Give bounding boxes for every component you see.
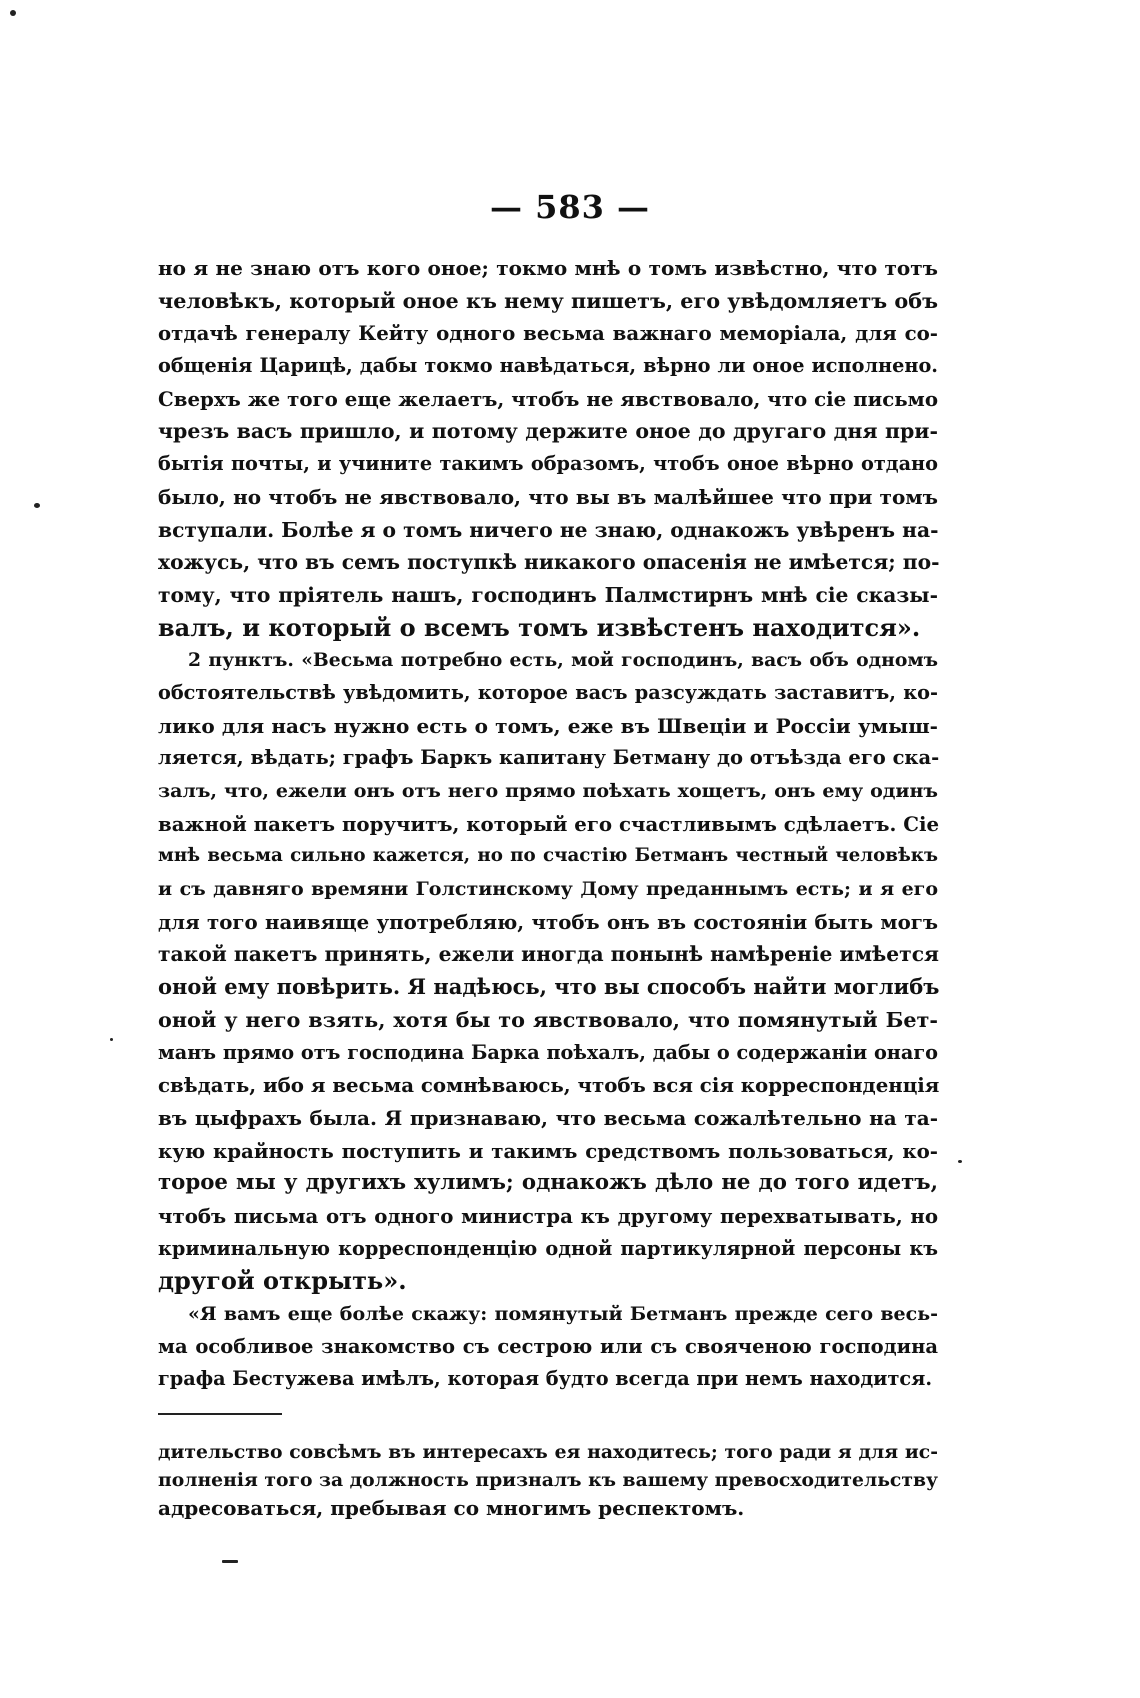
text-line: было, но чтобъ не явствовало, что вы въ малѣйшее что при томъ <box>158 484 938 509</box>
text-line: другой открыть». <box>158 1266 407 1296</box>
text-line: манъ прямо отъ господина Барка поѣхалъ, дабы о содержаніи онаго <box>158 1040 938 1064</box>
text-line: общенія Царицѣ, дабы токмо навѣдаться, вѣрно ли оное исполнено. <box>158 354 938 378</box>
text-line: такой пакетъ принять, ежели иногда понынѣ намѣреніе имѣется <box>158 942 939 967</box>
text-line: чтобъ письма отъ одного министра къ другому перехватывать, но <box>158 1203 938 1228</box>
text-line: торое мы у другихъ хулимъ; однакожъ дѣло не до того идетъ, <box>158 1170 938 1196</box>
text-line: для того наивяще употребляю, чтобъ онъ въ состояніи быть могъ <box>158 909 938 934</box>
text-line: свѣдать, ибо я весьма сомнѣваюсь, чтобъ вся сія корреспонденція <box>158 1073 940 1098</box>
text-line: валъ, и который о всемъ томъ извѣстенъ находится». <box>158 612 921 642</box>
text-line: графа Бестужева имѣлъ, которая будто всегда при немъ находится. <box>158 1367 933 1391</box>
footnote-line: дительство совсѣмъ въ интересахъ ея находитесь; того ради я для ис- <box>158 1441 938 1463</box>
scan-speck <box>10 10 16 16</box>
scan-speck <box>34 503 40 508</box>
text-line: человѣкъ, который оное къ нему пишетъ, его увѣдомляетъ объ <box>158 288 939 313</box>
text-line: залъ, что, ежели онъ отъ него прямо поѣхать хощетъ, онъ ему одинъ <box>158 780 938 802</box>
text-line: «Я вамъ еще болѣе скажу: помянутый Бетманъ прежде сего весь- <box>188 1303 938 1325</box>
scan-speck <box>222 1560 238 1563</box>
page-number: — 583 — <box>489 188 651 226</box>
text-line: въ цыфрахъ была. Я признаваю, что весьма сожалѣтельно на та- <box>158 1105 938 1130</box>
body-text <box>158 252 938 1396</box>
text-line: вступали. Болѣе я о томъ ничего не знаю, однакожъ увѣренъ на- <box>158 517 939 542</box>
text-line: обстоятельствѣ увѣдомить, которое васъ разсуждать заставитъ, ко- <box>158 680 938 704</box>
text-line: тому, что пріятель нашъ, господинъ Палмстирнъ мнѣ сіе сказы- <box>158 582 938 607</box>
text-line: лико для насъ нужно есть о томъ, еже въ Швеціи и Россіи умыш- <box>158 713 938 738</box>
text-line: Сверхъ же того еще желаетъ, чтобъ не явствовало, что сіе письмо <box>158 386 938 411</box>
footnote-line: адресоваться, пребывая со многимъ респектомъ. <box>158 1496 745 1520</box>
text-line: чрезъ васъ пришло, и потому держите оное до другаго дня при- <box>158 419 938 444</box>
text-line: хожусь, что въ семъ поступкѣ никакого опасенія не имѣется; по- <box>158 550 940 575</box>
footnote <box>158 1438 938 1522</box>
scan-speck <box>110 1038 113 1041</box>
text-line: ляется, вѣдать; графъ Баркъ капитану Бетману до отъѣзда его ска- <box>158 746 940 770</box>
footnote-line: полненія того за должность призналъ къ вашему превосходительству <box>158 1469 938 1491</box>
footnote-divider <box>158 1413 282 1415</box>
text-line: мнѣ весьма сильно кажется, но по счастію Бетманъ честный человѣкъ <box>158 845 938 867</box>
text-line: и съ давняго времяни Голстинскому Дому преданнымъ есть; и я его <box>158 878 938 901</box>
text-line: оной у него взять, хотя бы то явствовало, что помянутый Бет- <box>158 1007 938 1032</box>
scan-speck <box>958 1160 962 1163</box>
text-line: важной пакетъ поручитъ, который его счастливымъ сдѣлаетъ. Сіе <box>158 811 940 836</box>
text-line: отдачѣ генералу Кейту одного весьма важнаго меморіала, для со- <box>158 321 938 346</box>
text-line: кую крайность поступить и такимъ средствомъ пользоваться, ко- <box>158 1138 938 1163</box>
text-line: криминальную корреспонденцію одной партикулярной персоны къ <box>158 1236 938 1260</box>
text-line: оной ему повѣрить. Я надѣюсь, что вы способъ найти моглибъ <box>158 974 940 1000</box>
text-line: но я не знаю отъ кого оное; токмо мнѣ о томъ извѣстно, что тотъ <box>158 256 938 280</box>
text-line: ма особливое знакомство съ сестрою или съ свояченою господина <box>158 1334 938 1358</box>
text-line: 2 пунктъ. «Весьма потребно есть, мой господинъ, васъ объ одномъ <box>188 649 938 672</box>
text-line: бытія почты, и учините такимъ образомъ, чтобъ оное вѣрно отдано <box>158 452 938 476</box>
